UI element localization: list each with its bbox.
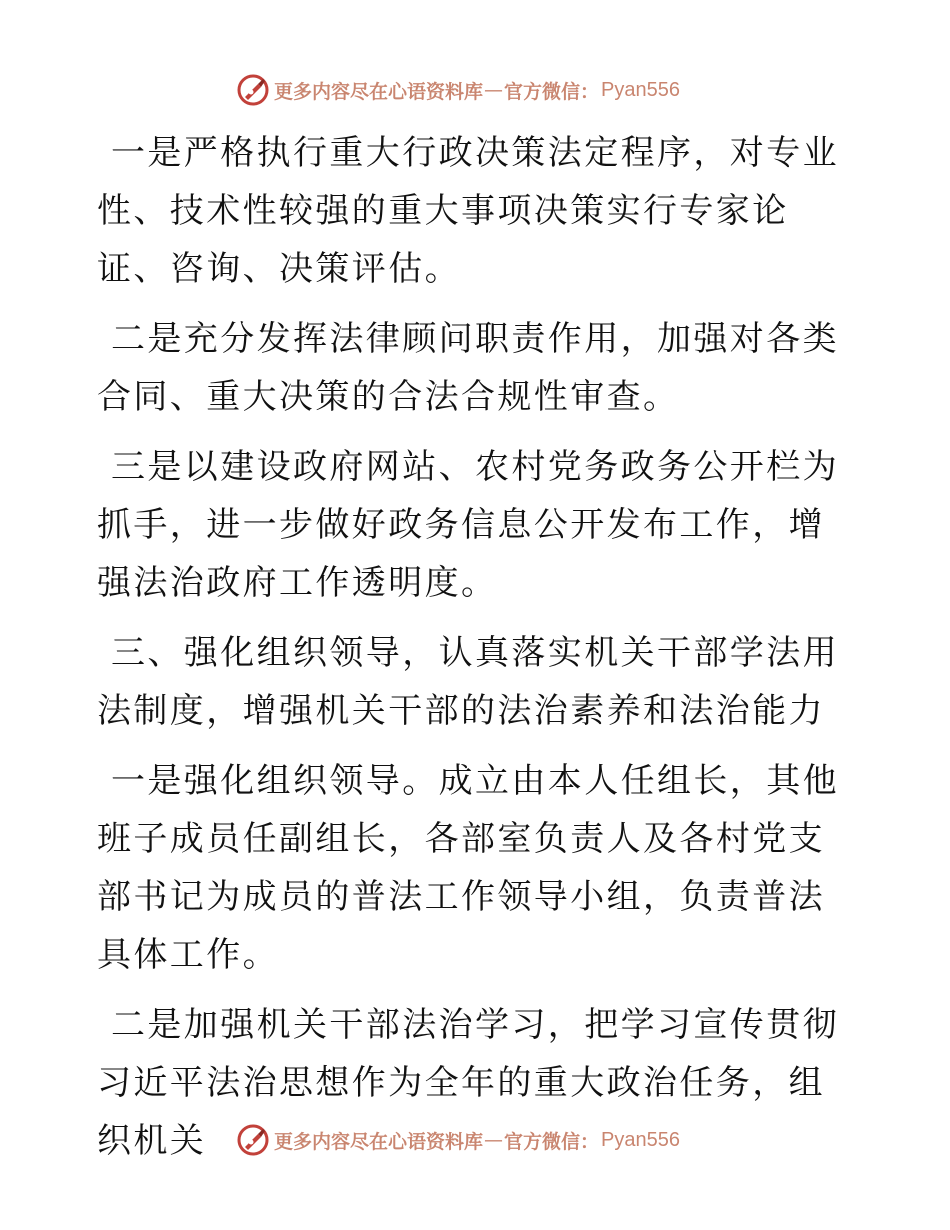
wechat-label: 官方微信： bbox=[504, 1130, 600, 1153]
paragraph-3: 三是以建设政府网站、农村党务政务公开栏为抓手，进一步做好政务信息公开发布工作，增强法治政府工作透明度。 bbox=[97, 447, 839, 603]
banner-text: 更多内容尽在心语资料库 bbox=[274, 1130, 484, 1153]
wechat-id: Pyan556 bbox=[601, 78, 680, 101]
pen-circle-logo-icon bbox=[236, 1123, 270, 1157]
paragraph-5: 二是加强机关干部法治学习，把学习宣传贯彻习近平法治思想作为全年的重大政治任务，组织机关 bbox=[97, 1005, 839, 1161]
paragraph-1: 一是严格执行重大行政决策法定程序，对专业性、技术性较强的重大事项决策实行专家论证、咨询、决策评估。 bbox=[97, 133, 839, 289]
document-body bbox=[97, 124, 857, 1182]
paragraph-4: 一是强化组织领导。成立由本人任组长，其他班子成员任副组长，各部室负责人及各村党支部书记为成员的普法工作领导小组，负责普法具体工作。 bbox=[97, 761, 839, 975]
section-heading: 三、强化组织领导，认真落实机关干部学法用法制度，增强机关干部的法治素养和法治能力 bbox=[97, 633, 839, 731]
banner-separator: — bbox=[484, 1129, 504, 1151]
banner-text: 更多内容尽在心语资料库 bbox=[274, 80, 484, 103]
wechat-id: Pyan556 bbox=[601, 1128, 680, 1151]
pen-circle-logo-icon bbox=[236, 73, 270, 107]
wechat-label: 官方微信： bbox=[504, 80, 600, 103]
banner-separator: — bbox=[484, 79, 504, 101]
header-banner bbox=[236, 72, 680, 108]
paragraph-2: 二是充分发挥法律顾问职责作用，加强对各类合同、重大决策的合法合规性审查。 bbox=[97, 319, 839, 417]
footer-banner bbox=[236, 1122, 680, 1158]
